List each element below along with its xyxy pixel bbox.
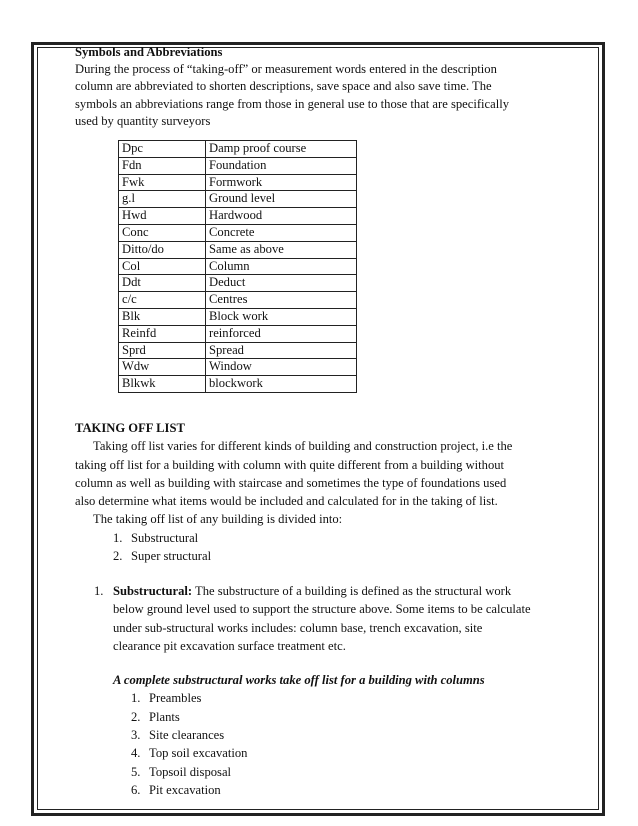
abbreviation-cell: Dpc	[119, 141, 206, 158]
taking-off-line: Taking off list varies for different kinds of building and construction project, i.e the	[93, 439, 513, 454]
meaning-cell: Block work	[206, 308, 357, 325]
divided-line: The taking off list of any building is divided into:	[93, 512, 343, 527]
abbreviation-cell: Ddt	[119, 275, 206, 292]
substructural-list-heading: A complete substructural works take off list for a building with columns	[113, 673, 485, 688]
table-row	[119, 141, 357, 158]
table-row	[119, 376, 357, 393]
table-row	[119, 275, 357, 292]
list-item: 2. Super structural	[113, 549, 212, 564]
parts-list	[75, 529, 575, 566]
abbreviation-cell: Reinfd	[119, 325, 206, 342]
abbreviation-cell: Conc	[119, 224, 206, 241]
list-item: 5. Topsoil disposal	[131, 764, 232, 779]
table-row	[119, 241, 357, 258]
table-row	[119, 292, 357, 309]
meaning-cell: Ground level	[206, 191, 357, 208]
intro-line: During the process of “taking-off” or measurement words entered in the description	[75, 62, 497, 77]
abbreviation-cell: Sprd	[119, 342, 206, 359]
meaning-cell: Column	[206, 258, 357, 275]
table-row	[119, 325, 357, 342]
substructural-line: clearance pit excavation surface treatment etc.	[113, 638, 346, 653]
meaning-cell: Hardwood	[206, 208, 357, 225]
meaning-cell: Spread	[206, 342, 357, 359]
table-row	[119, 191, 357, 208]
intro-line: symbols an abbreviations range from those in general use to those that are specifically	[75, 96, 509, 111]
substructural-title: Substructural:	[113, 584, 193, 598]
intro-line: used by quantity surveyors	[75, 113, 211, 128]
table-row	[119, 308, 357, 325]
table-row	[119, 224, 357, 241]
meaning-cell: Centres	[206, 292, 357, 309]
meaning-cell: Same as above	[206, 241, 357, 258]
abbreviation-cell: Ditto/do	[119, 241, 206, 258]
taking-off-line: also determine what items would be included and calculated for in the taking of list.	[75, 494, 498, 509]
list-item: 2. Plants	[131, 709, 180, 724]
meaning-cell: Concrete	[206, 224, 357, 241]
meaning-cell: Formwork	[206, 174, 357, 191]
substructural-line: below ground level used to support the structure above. Some items to be calculate	[113, 602, 531, 617]
list-item: 3. Site clearances	[131, 728, 225, 743]
meaning-cell: Damp proof course	[206, 141, 357, 158]
abbreviations-table-body	[119, 141, 357, 393]
table-row	[119, 174, 357, 191]
taking-off-line: taking off list for a building with column with quite different from a building without	[75, 457, 505, 472]
abbreviation-cell: Fdn	[119, 157, 206, 174]
meaning-cell: Window	[206, 359, 357, 376]
substructural-line: under sub-structural works includes: column base, trench excavation, site	[113, 620, 483, 635]
table-row	[119, 157, 357, 174]
abbreviation-cell: Blkwk	[119, 376, 206, 393]
meaning-cell: reinforced	[206, 325, 357, 342]
table-row	[119, 342, 357, 359]
abbreviation-cell: Blk	[119, 308, 206, 325]
list-item: 4. Top soil excavation	[131, 746, 248, 761]
intro-line: column are abbreviated to shorten descriptions, save space and also save time. The	[75, 79, 492, 94]
meaning-cell: Deduct	[206, 275, 357, 292]
abbreviation-cell: Col	[119, 258, 206, 275]
table-row	[119, 208, 357, 225]
meaning-cell: blockwork	[206, 376, 357, 393]
list-item: 6. Pit excavation	[131, 782, 221, 797]
list-item: 1. Preambles	[131, 691, 202, 706]
abbreviation-cell: Hwd	[119, 208, 206, 225]
taking-off-section	[75, 419, 575, 565]
abbreviation-cell: g.l	[119, 191, 206, 208]
table-row	[119, 359, 357, 376]
substructural-items	[75, 689, 575, 799]
intro-section	[75, 44, 575, 130]
substructural-section	[75, 582, 575, 799]
list-item: 1. Substructural	[113, 530, 199, 545]
substructural-first-line: 1. Substructural: The substructure of a building is defined as the structural work	[94, 584, 512, 598]
taking-off-line: column as well as building with staircase and sometimes the type of foundations used	[75, 475, 507, 490]
abbreviations-table	[118, 140, 357, 393]
abbreviation-cell: Wdw	[119, 359, 206, 376]
taking-off-heading: TAKING OFF LIST	[75, 421, 185, 435]
abbreviation-cell: Fwk	[119, 174, 206, 191]
abbreviation-cell: c/c	[119, 292, 206, 309]
meaning-cell: Foundation	[206, 157, 357, 174]
intro-heading: Symbols and Abbreviations	[75, 45, 223, 59]
table-row	[119, 258, 357, 275]
